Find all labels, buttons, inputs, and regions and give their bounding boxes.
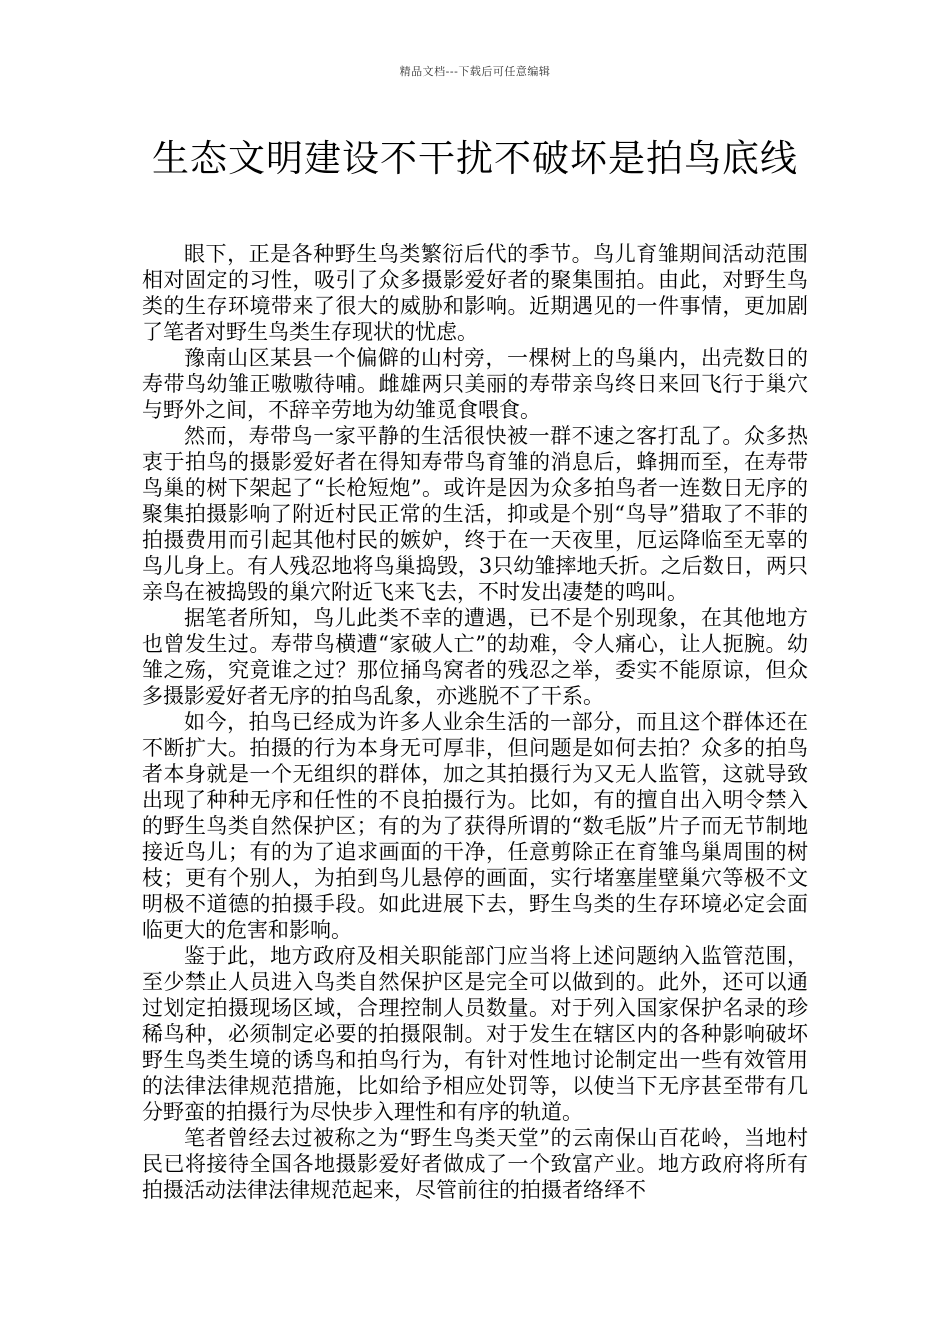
paragraph: 眼下，正是各种野生鸟类繁衍后代的季节。鸟儿育雏期间活动范围相对固定的习性，吸引了众多摄影爱好者的聚集围拍。由此，对野生鸟类的生存环境带来了很大的威胁和影响。近期遇见的一件事情，更加剧了笔者对野生鸟类生存现状的忧虑。 bbox=[142, 242, 808, 344]
header-note: 精品文档---下载后可任意编辑 bbox=[399, 65, 551, 78]
paragraph: 然而，寿带鸟一家平静的生活很快被一群不速之客打乱了。众多热衷于拍鸟的摄影爱好者在得知寿带鸟育雏的消息后，蜂拥而至，在寿带鸟巢的树下架起了“长枪短炮”。或许是因为众多拍鸟者一连数日无序的聚集拍摄影响了附近村民正常的生活，抑或是个别“鸟导”猎取了不菲的拍摄费用而引起其他村民的嫉妒，终于在一天夜里，厄运降临至无辜的鸟儿身上。有人残忍地将鸟巢捣毁，3只幼雏摔地夭折。之后数日，两只亲鸟在被捣毁的巢穴附近飞来飞去，不时发出凄楚的鸣叫。 bbox=[142, 424, 808, 604]
paragraph: 据笔者所知，鸟儿此类不幸的遭遇，已不是个别现象，在其他地方也曾发生过。寿带鸟横遭“家破人亡”的劫难，令人痛心，让人扼腕。幼雏之殇，究竟谁之过？那位捅鸟窝者的残忍之举，委实不能原谅，但众多摄影爱好者无序的拍鸟乱象，亦逃脱不了干系。 bbox=[142, 606, 808, 708]
paragraph: 笔者曾经去过被称之为“野生鸟类天堂”的云南保山百花岭，当地村民已将接待全国各地摄影爱好者做成了一个致富产业。地方政府将所有拍摄活动法律法律规范起来，尽管前往的拍摄者络绎不 bbox=[142, 1126, 808, 1202]
paragraph: 豫南山区某县一个偏僻的山村旁，一棵树上的鸟巢内，出壳数日的寿带鸟幼雏正嗷嗷待哺。雌雄两只美丽的寿带亲鸟终日来回飞行于巢穴与野外之间，不辞辛劳地为幼雏觅食喂食。 bbox=[142, 346, 808, 422]
page-title: 生态文明建设不干扰不破坏是拍鸟底线 bbox=[152, 137, 798, 180]
paragraph: 如今，拍鸟已经成为许多人业余生活的一部分，而且这个群体还在不断扩大。拍摄的行为本身无可厚非，但问题是如何去拍？众多的拍鸟者本身就是一个无组织的群体，加之其拍摄行为又无人监管，这就导致出现了种种无序和任性的不良拍摄行为。比如，有的擅自出入明令禁入的野生鸟类自然保护区；有的为了获得所谓的“数毛版”片子而无节制地接近鸟儿；有的为了追求画面的干净，任意剪除正在育雏鸟巢周围的树枝；更有个别人，为拍到鸟儿悬停的画面，实行堵塞崖壁巢穴等极不文明极不道德的拍摄手段。如此进展下去，野生鸟类的生存环境必定会面临更大的危害和影响。 bbox=[142, 710, 808, 942]
paragraph: 鉴于此，地方政府及相关职能部门应当将上述问题纳入监管范围，至少禁止人员进入鸟类自然保护区是完全可以做到的。此外，还可以通过划定拍摄现场区域，合理控制人员数量。对于列入国家保护名录的珍稀鸟种，必须制定必要的拍摄限制。对于发生在辖区内的各种影响破坏野生鸟类生境的诱鸟和拍鸟行为，有针对性地讨论制定出一些有效管用的法律法律规范措施，比如给予相应处罚等，以使当下无序甚至带有几分野蛮的拍摄行为尽快步入理性和有序的轨道。 bbox=[142, 944, 808, 1124]
article-body bbox=[142, 241, 808, 1203]
